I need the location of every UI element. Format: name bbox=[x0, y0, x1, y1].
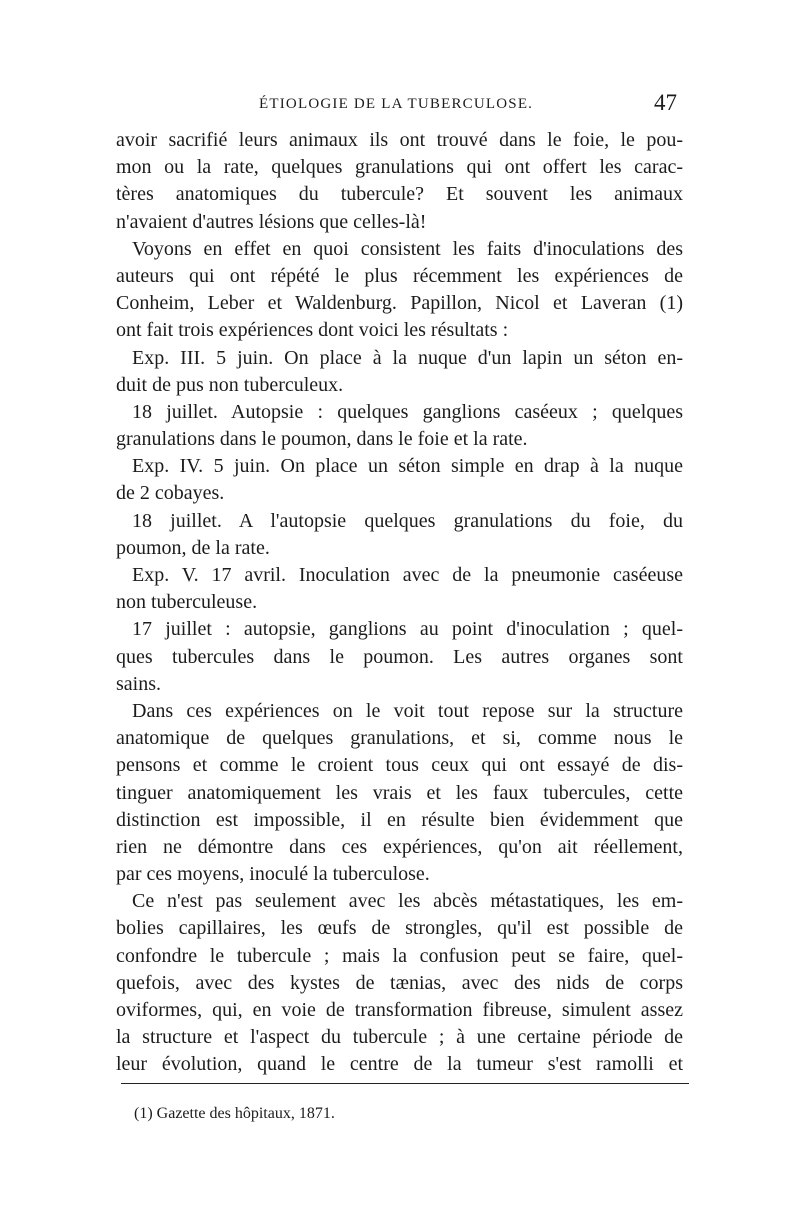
text-line: par ces moyens, inoculé la tuberculose. bbox=[116, 863, 430, 886]
text-line: Conheim, Leber et Waldenburg. Papillon, Nicol et Laveran (1) bbox=[116, 292, 683, 315]
text-line: oviformes, qui, en voie de transformation fibreuse, simulent assez bbox=[116, 999, 683, 1021]
text-line: pensons et comme le croient tous ceux qui ont essayé de dis- bbox=[116, 754, 683, 777]
text-line: sains. bbox=[116, 672, 161, 695]
text-line: Ce n'est pas seulement avec les abcès métastatiques, les em- bbox=[132, 890, 683, 913]
text-line: auteurs qui ont répété le plus récemment les expériences de bbox=[116, 264, 683, 287]
text-line: non tuberculeuse. bbox=[116, 591, 258, 614]
text-line: la structure et l'aspect du tubercule ; à une certaine période de bbox=[116, 1026, 683, 1049]
text-line: Exp. III. 5 juin. On place à la nuque d'un lapin un séton en- bbox=[132, 346, 683, 369]
text-line: 18 juillet. A l'autopsie quelques granulations du foie, du bbox=[132, 509, 683, 532]
text-line: Exp. IV. 5 juin. On place un séton simple en drap à la nuque bbox=[132, 455, 683, 478]
text-line: n'avaient d'autres lésions que celles-là! bbox=[116, 210, 427, 233]
text-line: Voyons en effet en quoi consistent les faits d'inoculations des bbox=[132, 237, 683, 260]
running-title: ÉTIOLOGIE DE LA TUBERCULOSE. bbox=[259, 96, 534, 112]
text-line: 17 juillet : autopsie, ganglions au point d'inoculation ; quel- bbox=[132, 618, 683, 641]
text-line: Dans ces expériences on le voit tout repose sur la structure bbox=[132, 699, 683, 722]
footnote-rule bbox=[121, 1083, 689, 1084]
text-line: distinction est impossible, il en résulte bien évidemment que bbox=[116, 808, 683, 831]
text-line: leur évolution, quand le centre de la tumeur s'est ramolli et bbox=[116, 1053, 683, 1076]
text-line: anatomique de quelques granulations, et si, comme nous le bbox=[116, 727, 683, 750]
footnote: (1) Gazette des hôpitaux, 1871. bbox=[134, 1105, 335, 1122]
body-text bbox=[116, 127, 683, 1079]
text-line: Exp. V. 17 avril. Inoculation avec de la pneumonie caséeuse bbox=[132, 564, 683, 586]
text-line: granulations dans le poumon, dans le foie et la rate. bbox=[116, 428, 528, 451]
text-line: duit de pus non tuberculeux. bbox=[116, 373, 344, 396]
text-line: tères anatomiques du tubercule? Et souvent les animaux bbox=[116, 183, 683, 206]
text-line: tinguer anatomiquement les vrais et les faux tubercules, cette bbox=[116, 781, 683, 804]
page-header bbox=[0, 90, 800, 126]
text-line: ques tubercules dans le poumon. Les autres organes sont bbox=[116, 645, 683, 668]
text-line: mon ou la rate, quelques granulations qui ont offert les carac- bbox=[116, 156, 683, 179]
text-line: confondre le tubercule ; mais la confusion peut se faire, quel- bbox=[116, 944, 683, 967]
text-line: rien ne démontre dans ces expériences, qu'on ait réellement, bbox=[116, 835, 683, 858]
text-line: 18 juillet. Autopsie : quelques ganglions caséeux ; quelques bbox=[132, 400, 683, 423]
text-line: quefois, avec des kystes de tænias, avec des nids de corps bbox=[116, 971, 683, 994]
text-line: poumon, de la rate. bbox=[116, 536, 270, 559]
text-line: ont fait trois expériences dont voici les résultats : bbox=[116, 319, 509, 342]
text-line: de 2 cobayes. bbox=[116, 482, 225, 505]
text-line: avoir sacrifié leurs animaux ils ont trouvé dans le foie, le pou- bbox=[116, 129, 683, 151]
text-line: bolies capillaires, les œufs de strongles, qu'il est possible de bbox=[116, 917, 683, 940]
page-number: 47 bbox=[654, 90, 677, 115]
